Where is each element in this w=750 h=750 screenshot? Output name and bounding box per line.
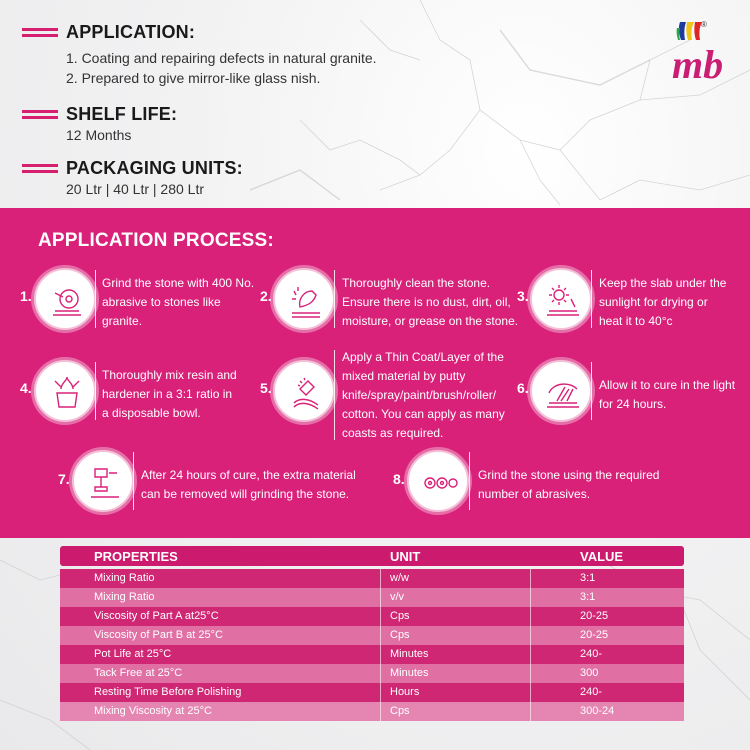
double-bar-icon xyxy=(22,28,58,37)
step-divider xyxy=(334,350,335,440)
double-bar-icon xyxy=(22,164,58,173)
table-row: Pot Life at 25°C Minutes 240- xyxy=(60,645,684,664)
brand-logo xyxy=(668,18,738,88)
packaging-title: PACKAGING UNITS: xyxy=(66,158,243,178)
table-row: Viscosity of Part B at 25°C Cps 20-25 xyxy=(60,626,684,645)
step-number: 3. xyxy=(517,288,529,304)
double-bar-icon xyxy=(22,110,58,119)
step-icon-circle xyxy=(407,450,469,512)
step-divider xyxy=(133,452,134,510)
cleaning-cloth-icon xyxy=(286,281,326,321)
step-icon-circle xyxy=(273,268,335,330)
step-divider xyxy=(334,270,335,328)
step-icon-circle xyxy=(34,268,96,330)
grinder-machine-icon xyxy=(85,463,125,503)
application-process-panel xyxy=(0,208,750,538)
process-title: APPLICATION PROCESS: xyxy=(38,230,274,251)
shelf-life-title: SHELF LIFE: xyxy=(66,104,178,124)
table-row: Resting Time Before Polishing Hours 240- xyxy=(60,683,684,702)
application-item: 2. Prepared to give mirror-like glass nish. xyxy=(66,70,321,86)
curing-light-icon xyxy=(543,373,583,413)
packaging-value: 20 Ltr | 40 Ltr | 280 Ltr xyxy=(66,181,205,197)
step-icon-circle xyxy=(72,450,134,512)
table-row: Mixing Ratio v/v 3:1 xyxy=(60,588,684,607)
table-row: Tack Free at 25°C Minutes 300 xyxy=(60,664,684,683)
step-divider xyxy=(469,452,470,510)
step-divider xyxy=(591,270,592,328)
step-text: Thoroughly mix resin and hardener in a 3:1 ratio in a disposable bowl. xyxy=(102,368,237,420)
shelf-life-heading xyxy=(22,104,177,125)
mixing-bowl-icon xyxy=(47,373,87,413)
step-icon-circle xyxy=(530,268,592,330)
step-number: 2. xyxy=(260,288,272,304)
step-number: 5. xyxy=(260,380,272,396)
shelf-life-value: 12 Months xyxy=(66,127,132,143)
step-text: Grind the stone using the required number of abrasives. xyxy=(478,468,660,501)
table-row: Viscosity of Part A at25°C Cps 20-25 xyxy=(60,607,684,626)
packaging-heading xyxy=(22,158,243,179)
sun-heat-icon xyxy=(543,281,583,321)
table-row: Mixing Viscosity at 25°C Cps 300-24 xyxy=(60,702,684,721)
step-number: 7. xyxy=(58,471,70,487)
step-divider xyxy=(591,362,592,420)
header-value: VALUE xyxy=(580,549,624,564)
step-text: Grind the stone with 400 No. abrasive to stones like granite. xyxy=(102,276,255,328)
step-number: 1. xyxy=(20,288,32,304)
application-heading xyxy=(22,22,195,43)
application-title: APPLICATION: xyxy=(66,22,196,42)
step-text: Allow it to cure in the light for 24 hours. xyxy=(599,378,736,411)
step-number: 4. xyxy=(20,380,32,396)
step-text: Keep the slab under the sunlight for drying or heat it to 40°c xyxy=(599,276,727,328)
step-divider xyxy=(95,270,96,328)
step-icon-circle xyxy=(273,360,335,422)
header-unit: UNIT xyxy=(390,549,421,564)
step-number: 8. xyxy=(393,471,405,487)
spray-coat-icon xyxy=(286,373,326,413)
svg-text:mb: mb xyxy=(672,42,724,87)
header-properties: PROPERTIES xyxy=(94,549,178,564)
table-row: Mixing Ratio w/w 3:1 xyxy=(60,569,684,588)
grinding-disc-icon xyxy=(47,281,87,321)
step-number: 6. xyxy=(517,380,529,396)
step-text: Thoroughly clean the stone. Ensure there is no dust, dirt, oil, moisture, or grease on the stone. xyxy=(342,276,519,328)
step-icon-circle xyxy=(34,360,96,422)
step-text: After 24 hours of cure, the extra material can be removed will grinding the stone. xyxy=(141,468,356,501)
application-item: 1. Coating and repairing defects in natural granite. xyxy=(66,50,377,66)
application-list xyxy=(66,48,377,88)
abrasive-discs-icon xyxy=(420,463,460,503)
step-divider xyxy=(95,362,96,420)
properties-table xyxy=(60,546,684,721)
paint-figures-icon xyxy=(677,22,702,40)
step-icon-circle xyxy=(530,360,592,422)
table-header xyxy=(60,546,684,566)
info-header xyxy=(0,0,750,208)
svg-text:®: ® xyxy=(701,20,707,29)
step-text: Apply a Thin Coat/Layer of the mixed material by putty knife/spray/paint/brush/roller/ cotton. You can apply as many coasts as required. xyxy=(342,350,505,440)
